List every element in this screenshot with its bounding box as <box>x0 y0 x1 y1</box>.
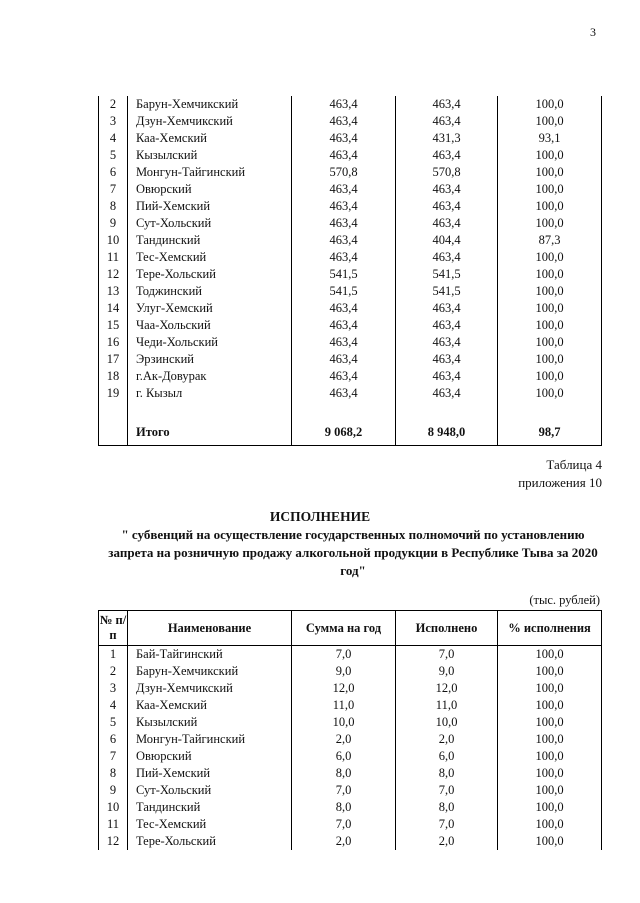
plan-amount: 463,4 <box>292 147 396 164</box>
execution-percent: 100,0 <box>498 147 602 164</box>
execution-percent: 100,0 <box>498 663 602 680</box>
district-name: Кызылский <box>128 714 292 731</box>
empty-cell <box>292 402 396 419</box>
executed-amount: 463,4 <box>396 113 498 130</box>
district-name: Пий-Хемский <box>128 765 292 782</box>
executed-amount: 7,0 <box>396 816 498 833</box>
table-row <box>99 147 602 164</box>
row-number: 12 <box>99 266 128 283</box>
table-row <box>99 164 602 181</box>
row-number: 2 <box>99 663 128 680</box>
table-row <box>99 232 602 249</box>
total-executed: 8 948,0 <box>396 419 498 446</box>
table-row <box>99 317 602 334</box>
plan-amount: 6,0 <box>292 748 396 765</box>
executed-amount: 431,3 <box>396 130 498 147</box>
total-empty-cell <box>99 419 128 446</box>
row-number: 7 <box>99 748 128 765</box>
row-number: 9 <box>99 782 128 799</box>
district-name: Овюрский <box>128 181 292 198</box>
table-row <box>99 283 602 300</box>
header-percent: % исполнения <box>498 611 602 646</box>
table-row <box>99 833 602 850</box>
table-row <box>99 748 602 765</box>
district-name: Овюрский <box>128 748 292 765</box>
table-row <box>99 680 602 697</box>
plan-amount: 2,0 <box>292 731 396 748</box>
table-row <box>99 130 602 147</box>
plan-amount: 463,4 <box>292 96 396 113</box>
executed-amount: 541,5 <box>396 266 498 283</box>
executed-amount: 463,4 <box>396 300 498 317</box>
executed-amount: 7,0 <box>396 782 498 799</box>
executed-amount: 463,4 <box>396 249 498 266</box>
district-name: Монгун-Тайгинский <box>128 164 292 181</box>
district-name: Тере-Хольский <box>128 833 292 850</box>
plan-amount: 463,4 <box>292 351 396 368</box>
district-name: г.Ак-Довурак <box>128 368 292 385</box>
empty-cell <box>396 402 498 419</box>
executed-amount: 8,0 <box>396 765 498 782</box>
table-row <box>99 799 602 816</box>
plan-amount: 463,4 <box>292 198 396 215</box>
plan-amount: 463,4 <box>292 385 396 402</box>
district-name: Тоджинский <box>128 283 292 300</box>
execution-percent: 100,0 <box>498 714 602 731</box>
district-name: Тес-Хемский <box>128 249 292 266</box>
row-number: 18 <box>99 368 128 385</box>
execution-percent: 100,0 <box>498 164 602 181</box>
total-percent: 98,7 <box>498 419 602 446</box>
header-name: Наименование <box>128 611 292 646</box>
executed-amount: 10,0 <box>396 714 498 731</box>
total-plan: 9 068,2 <box>292 419 396 446</box>
execution-percent: 100,0 <box>498 748 602 765</box>
table-row <box>99 198 602 215</box>
plan-amount: 463,4 <box>292 130 396 147</box>
district-name: Тес-Хемский <box>128 816 292 833</box>
document-subtitle: " субвенций на осуществление государственных полномочий по установлению запрета на розничную продажу алкогольной продукции в Республике Тыва за 2020 год" <box>108 527 598 578</box>
document-title: ИСПОЛНЕНИЕ <box>269 509 371 524</box>
empty-cell <box>498 402 602 419</box>
executed-amount: 463,4 <box>396 334 498 351</box>
executed-amount: 2,0 <box>396 833 498 850</box>
plan-amount: 10,0 <box>292 714 396 731</box>
execution-percent: 100,0 <box>498 833 602 850</box>
row-number: 3 <box>99 680 128 697</box>
row-number: 8 <box>99 198 128 215</box>
district-name: Улуг-Хемский <box>128 300 292 317</box>
executed-amount: 463,4 <box>396 351 498 368</box>
execution-percent: 100,0 <box>498 799 602 816</box>
executed-amount: 463,4 <box>396 181 498 198</box>
district-name: Каа-Хемский <box>128 130 292 147</box>
executed-amount: 463,4 <box>396 198 498 215</box>
table-caption <box>518 456 602 492</box>
execution-percent: 100,0 <box>498 731 602 748</box>
execution-percent: 100,0 <box>498 351 602 368</box>
table-row <box>99 113 602 130</box>
header-plan: Сумма на год <box>292 611 396 646</box>
row-number: 4 <box>99 697 128 714</box>
district-name: Бай-Тайгинский <box>128 646 292 664</box>
district-name: Эрзинский <box>128 351 292 368</box>
plan-amount: 463,4 <box>292 317 396 334</box>
empty-cell <box>128 402 292 419</box>
table-row <box>99 765 602 782</box>
plan-amount: 11,0 <box>292 697 396 714</box>
executed-amount: 463,4 <box>396 147 498 164</box>
execution-percent: 100,0 <box>498 334 602 351</box>
row-number: 10 <box>99 799 128 816</box>
execution-percent: 100,0 <box>498 385 602 402</box>
row-number: 14 <box>99 300 128 317</box>
table-row <box>99 714 602 731</box>
page-number: 3 <box>590 25 596 39</box>
row-number: 7 <box>99 181 128 198</box>
row-number: 11 <box>99 249 128 266</box>
execution-percent: 100,0 <box>498 249 602 266</box>
header-done: Исполнено <box>396 611 498 646</box>
units-note: (тыс. рублей) <box>529 593 600 607</box>
execution-percent: 100,0 <box>498 816 602 833</box>
table-header-row <box>99 611 602 646</box>
execution-percent: 100,0 <box>498 181 602 198</box>
executed-amount: 463,4 <box>396 96 498 113</box>
execution-percent: 100,0 <box>498 697 602 714</box>
plan-amount: 541,5 <box>292 283 396 300</box>
row-number: 3 <box>99 113 128 130</box>
execution-percent: 100,0 <box>498 96 602 113</box>
table-row <box>99 266 602 283</box>
district-name: Барун-Хемчикский <box>128 663 292 680</box>
plan-amount: 9,0 <box>292 663 396 680</box>
plan-amount: 463,4 <box>292 215 396 232</box>
execution-percent: 93,1 <box>498 130 602 147</box>
row-number: 16 <box>99 334 128 351</box>
table-row <box>99 782 602 799</box>
executed-amount: 463,4 <box>396 215 498 232</box>
row-number: 4 <box>99 130 128 147</box>
execution-percent: 100,0 <box>498 782 602 799</box>
district-name: г. Кызыл <box>128 385 292 402</box>
district-name: Каа-Хемский <box>128 697 292 714</box>
plan-amount: 541,5 <box>292 266 396 283</box>
district-name: Барун-Хемчикский <box>128 96 292 113</box>
subvention-table-continued <box>98 96 602 446</box>
row-number: 19 <box>99 385 128 402</box>
row-number: 8 <box>99 765 128 782</box>
executed-amount: 12,0 <box>396 680 498 697</box>
table-row <box>99 663 602 680</box>
row-number: 13 <box>99 283 128 300</box>
plan-amount: 463,4 <box>292 300 396 317</box>
row-number: 6 <box>99 164 128 181</box>
plan-amount: 7,0 <box>292 646 396 664</box>
empty-cell <box>99 402 128 419</box>
header-num: № п/п <box>99 611 128 646</box>
row-number: 17 <box>99 351 128 368</box>
district-name: Пий-Хемский <box>128 198 292 215</box>
table2-body <box>99 646 602 851</box>
executed-amount: 463,4 <box>396 385 498 402</box>
total-row <box>99 419 602 446</box>
execution-percent: 100,0 <box>498 266 602 283</box>
district-name: Дзун-Хемчикский <box>128 680 292 697</box>
executed-amount: 7,0 <box>396 646 498 664</box>
plan-amount: 463,4 <box>292 334 396 351</box>
execution-percent: 100,0 <box>498 215 602 232</box>
district-name: Тандинский <box>128 232 292 249</box>
executed-amount: 463,4 <box>396 317 498 334</box>
table-row <box>99 646 602 664</box>
row-number: 12 <box>99 833 128 850</box>
plan-amount: 463,4 <box>292 232 396 249</box>
table-row <box>99 385 602 402</box>
plan-amount: 7,0 <box>292 782 396 799</box>
row-number: 5 <box>99 147 128 164</box>
row-number: 11 <box>99 816 128 833</box>
table-row <box>99 215 602 232</box>
execution-percent: 100,0 <box>498 113 602 130</box>
table-row <box>99 334 602 351</box>
table-row <box>99 368 602 385</box>
table-row <box>99 697 602 714</box>
district-name: Кызылский <box>128 147 292 164</box>
total-label: Итого <box>128 419 292 446</box>
executed-amount: 541,5 <box>396 283 498 300</box>
plan-amount: 570,8 <box>292 164 396 181</box>
row-number: 15 <box>99 317 128 334</box>
table-row <box>99 300 602 317</box>
district-name: Монгун-Тайгинский <box>128 731 292 748</box>
alcohol-subvention-table <box>98 610 602 850</box>
execution-percent: 87,3 <box>498 232 602 249</box>
executed-amount: 9,0 <box>396 663 498 680</box>
table1-body <box>99 96 602 446</box>
executed-amount: 463,4 <box>396 368 498 385</box>
plan-amount: 8,0 <box>292 799 396 816</box>
execution-percent: 100,0 <box>498 317 602 334</box>
execution-percent: 100,0 <box>498 646 602 664</box>
execution-percent: 100,0 <box>498 283 602 300</box>
plan-amount: 463,4 <box>292 113 396 130</box>
district-name: Тере-Хольский <box>128 266 292 283</box>
district-name: Тандинский <box>128 799 292 816</box>
table-row <box>99 816 602 833</box>
district-name: Чеди-Хольский <box>128 334 292 351</box>
executed-amount: 8,0 <box>396 799 498 816</box>
row-number: 5 <box>99 714 128 731</box>
plan-amount: 8,0 <box>292 765 396 782</box>
row-number: 6 <box>99 731 128 748</box>
district-name: Чаа-Хольский <box>128 317 292 334</box>
plan-amount: 463,4 <box>292 181 396 198</box>
table-row <box>99 96 602 113</box>
execution-percent: 100,0 <box>498 368 602 385</box>
table-row <box>99 731 602 748</box>
plan-amount: 463,4 <box>292 368 396 385</box>
executed-amount: 2,0 <box>396 731 498 748</box>
plan-amount: 2,0 <box>292 833 396 850</box>
execution-percent: 100,0 <box>498 765 602 782</box>
district-name: Дзун-Хемчикский <box>128 113 292 130</box>
executed-amount: 6,0 <box>396 748 498 765</box>
executed-amount: 404,4 <box>396 232 498 249</box>
execution-percent: 100,0 <box>498 680 602 697</box>
plan-amount: 463,4 <box>292 249 396 266</box>
row-number: 9 <box>99 215 128 232</box>
plan-amount: 7,0 <box>292 816 396 833</box>
row-number: 10 <box>99 232 128 249</box>
plan-amount: 12,0 <box>292 680 396 697</box>
table-row <box>99 351 602 368</box>
table-number: Таблица 4 <box>546 457 602 472</box>
executed-amount: 11,0 <box>396 697 498 714</box>
table-appendix: приложения 10 <box>518 475 602 490</box>
execution-percent: 100,0 <box>498 198 602 215</box>
execution-percent: 100,0 <box>498 300 602 317</box>
executed-amount: 570,8 <box>396 164 498 181</box>
district-name: Сут-Хольский <box>128 215 292 232</box>
table-spacer-row <box>99 402 602 419</box>
row-number: 2 <box>99 96 128 113</box>
district-name: Сут-Хольский <box>128 782 292 799</box>
table-row <box>99 181 602 198</box>
table-row <box>99 249 602 266</box>
row-number: 1 <box>99 646 128 664</box>
